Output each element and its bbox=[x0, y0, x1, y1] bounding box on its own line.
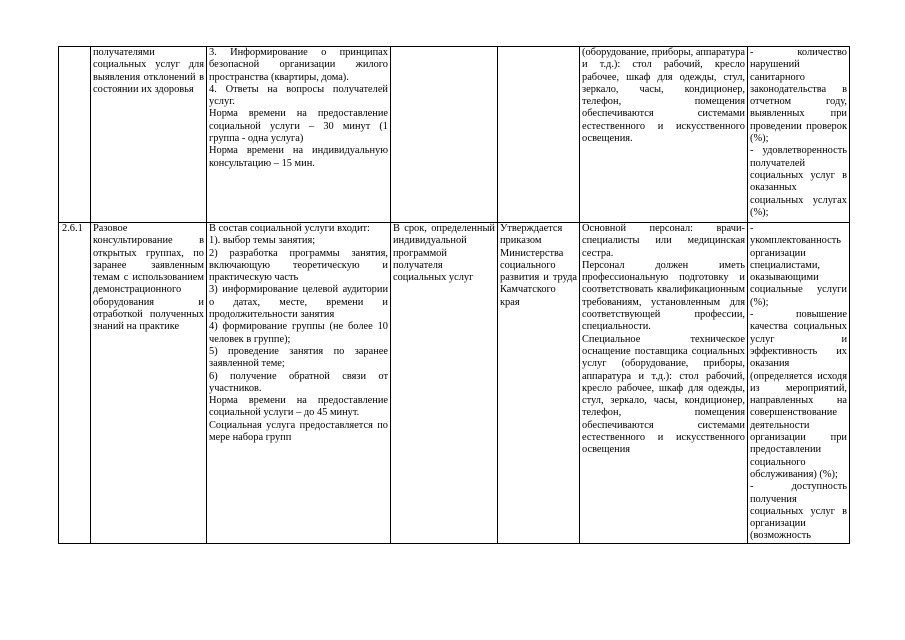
content-line: 3) информирование целевой аудитории о датах, месте, времени и продолжительности занятия bbox=[209, 284, 388, 321]
conditions-line: Специальное техническое оснащение поставщика социальных услуг (оборудование, приборы, аппаратура и т.д.): стол рабочий, кресло рабочее, шкаф для одежды, стул, зеркало, часы, кондиционер, телефон, помещения обеспечиваются системами естественного и искусственного освещения bbox=[582, 333, 745, 456]
table-row bbox=[59, 223, 850, 544]
content-line: Норма времени на предоставление социальной услуги – до 45 минут. bbox=[209, 395, 388, 419]
service-basis bbox=[498, 47, 580, 223]
indicator-line: - повышение качества социальных услуг и эффективность их оказания (определяется исходя из мероприятий, направленных на совершенствование деятельности организации при предоставлении социального обслуживания) (%); bbox=[750, 309, 847, 480]
content-line: 3. Информирование о принципах безопасной организации жилого пространства (квартиры, дома). bbox=[209, 47, 388, 83]
service-basis: Утверждается приказом Министерства социального развития и труда Камчатского края bbox=[498, 223, 580, 544]
conditions-line: Основной персонал: врачи-специалисты или медицинская сестра. bbox=[582, 223, 745, 259]
service-name: получателями социальных услуг для выявления отклонений в состоянии их здоровья bbox=[91, 47, 207, 223]
conditions-line: (оборудование, приборы, аппаратура и т.д.): стол рабочий, кресло рабочее, шкаф для одежды, стул, зеркало, часы, кондиционер, телефон, помещения обеспечиваются системами естественного и искусственного освещения. bbox=[582, 47, 745, 145]
content-line: Норма времени на индивидуальную консультацию – 15 мин. bbox=[209, 145, 388, 169]
service-content bbox=[207, 223, 391, 544]
service-content bbox=[207, 47, 391, 223]
service-indicators bbox=[748, 223, 850, 544]
service-conditions bbox=[580, 223, 748, 544]
content-line: Социальная услуга предоставляется по мере набора групп bbox=[209, 419, 388, 444]
table-row bbox=[59, 47, 850, 223]
services-table bbox=[58, 46, 850, 544]
content-line: 2) разработка программы занятия, включающую теоретическую и практическую часть bbox=[209, 247, 388, 284]
content-line: 6) получение обратной связи от участников. bbox=[209, 370, 388, 394]
service-name: Разовое консультирование в открытых группах, по заранее заявленным темам с использованием демонстрационного оборудования и отработкой полученных знаний на практике bbox=[91, 223, 207, 544]
service-term: В срок, определенный индивидуальной программой получателя социальных услуг bbox=[391, 223, 498, 544]
service-indicators bbox=[748, 47, 850, 223]
row-number: 2.6.1 bbox=[59, 223, 91, 544]
service-term bbox=[391, 47, 498, 223]
conditions-line: Персонал должен иметь профессиональную подготовку и соответствовать квалификационным требованиям, установленным для соответствующей профессии, специальности. bbox=[582, 259, 745, 333]
row-number bbox=[59, 47, 91, 223]
content-line: В состав социальной услуги входит: bbox=[209, 223, 370, 234]
content-line: Норма времени на предоставление социальной услуги – 30 минут (1 группа - одна услуга) bbox=[209, 108, 388, 145]
indicator-line: - удовлетворенность получателей социальных услуг в оказанных социальных услугах (%); bbox=[750, 145, 847, 218]
content-line: 1). выбор темы занятия; bbox=[209, 235, 316, 247]
content-line: 5) проведение занятия по заранее заявленной теме; bbox=[209, 345, 388, 370]
service-conditions bbox=[580, 47, 748, 223]
indicator-line: - доступность получения социальных услуг в организации (возможность bbox=[750, 481, 847, 542]
content-line: 4) формирование группы (не более 10 человек в группе); bbox=[209, 321, 388, 345]
indicator-line: - укомплектованность организации специалистами, оказывающими социальные услуги (%); bbox=[750, 223, 847, 308]
indicator-line: - количество нарушений санитарного законодательства в отчетном году, выявленных при проведении проверок (%); bbox=[750, 47, 847, 145]
content-line: 4. Ответы на вопросы получателей услуг. bbox=[209, 83, 388, 108]
